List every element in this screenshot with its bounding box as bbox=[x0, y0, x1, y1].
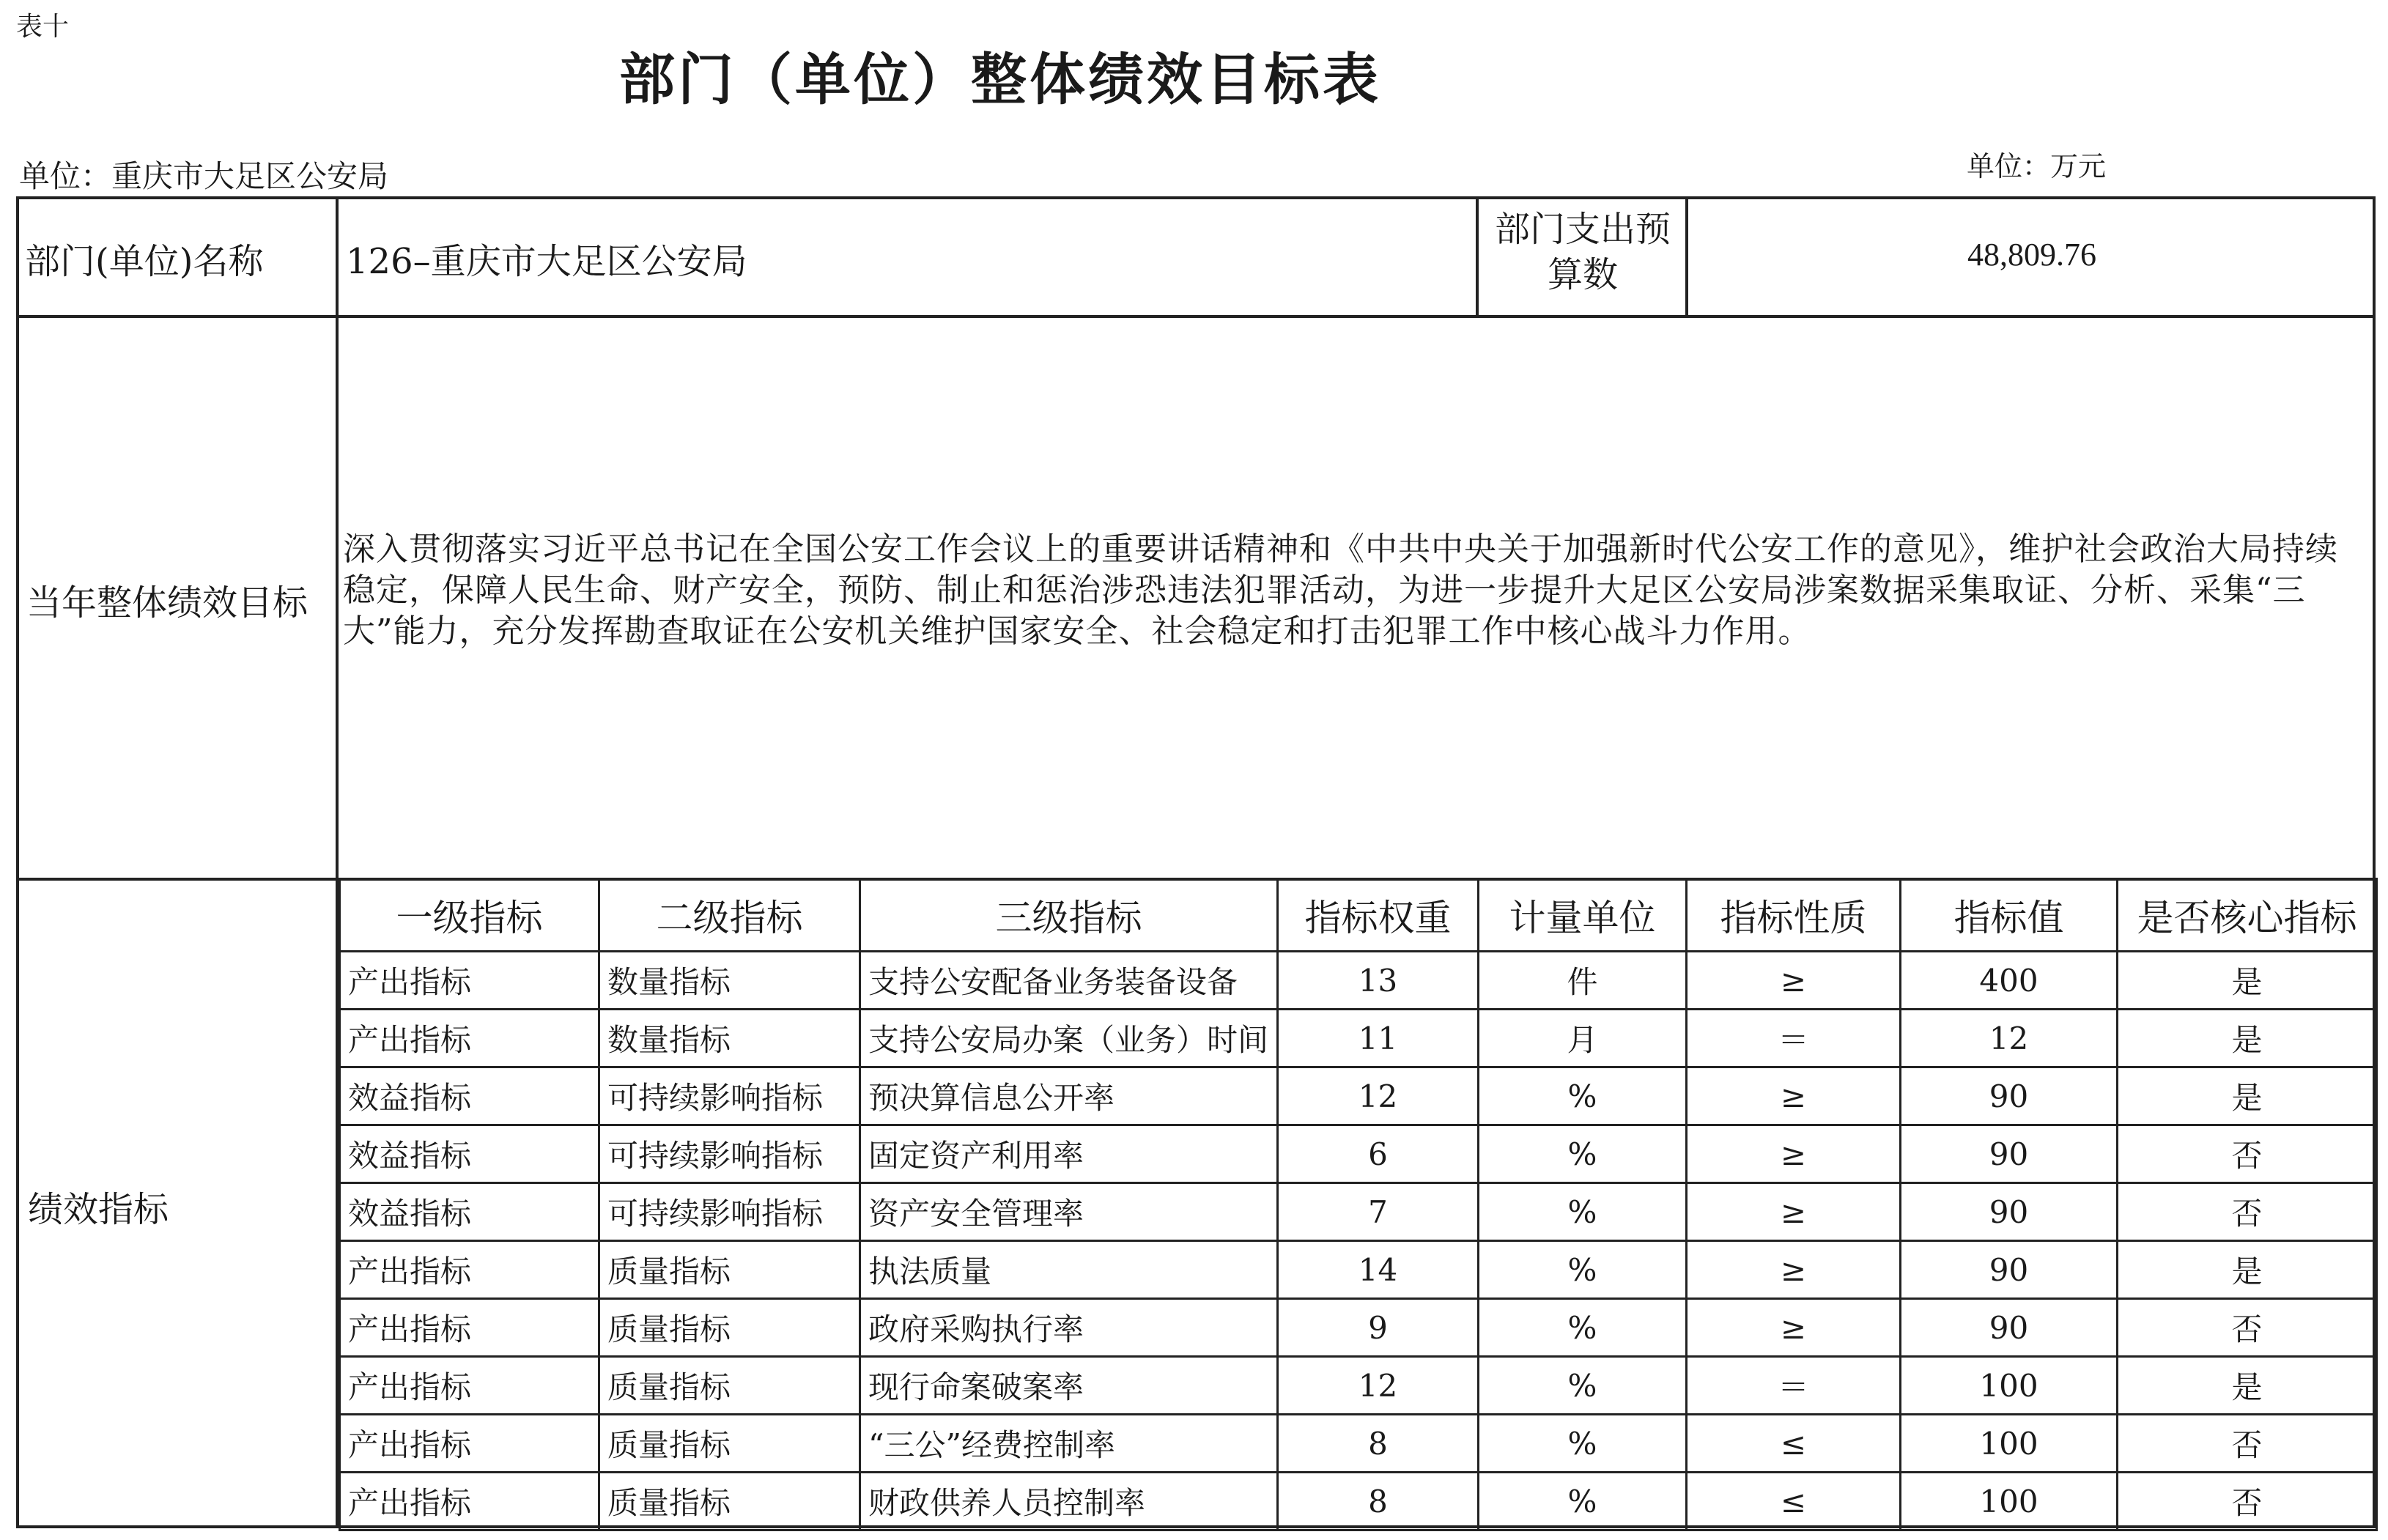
level1-cell: 产出指标 bbox=[340, 1415, 599, 1473]
nature-cell: ＝ bbox=[1687, 1357, 1901, 1415]
level3-cell: 预决算信息公开率 bbox=[860, 1067, 1278, 1125]
table-row bbox=[340, 1010, 2377, 1067]
value-cell: 100 bbox=[1901, 1357, 2118, 1415]
level2-cell: 可持续影响指标 bbox=[599, 1125, 860, 1183]
level2-cell: 数量指标 bbox=[599, 1010, 860, 1067]
header-level1: 一级指标 bbox=[340, 879, 599, 952]
unit-cell: % bbox=[1479, 1241, 1687, 1299]
unit-cell: % bbox=[1479, 1299, 1687, 1357]
level3-cell: 财政供养人员控制率 bbox=[860, 1473, 1278, 1530]
unit-cell: % bbox=[1479, 1357, 1687, 1415]
unit-cell: % bbox=[1479, 1415, 1687, 1473]
unit-cell: % bbox=[1479, 1473, 1687, 1530]
value-cell: 90 bbox=[1901, 1183, 2118, 1241]
indicator-table bbox=[339, 878, 2378, 1531]
organization-line: 单位：重庆市大足区公安局 bbox=[19, 158, 389, 194]
table-row bbox=[340, 1125, 2377, 1183]
weight-cell: 11 bbox=[1278, 1010, 1479, 1067]
level1-cell: 产出指标 bbox=[340, 1357, 599, 1415]
level3-cell: 政府采购执行率 bbox=[860, 1299, 1278, 1357]
level2-cell: 可持续影响指标 bbox=[599, 1183, 860, 1241]
page-title: 部门（单位）整体绩效目标表 bbox=[619, 47, 1381, 112]
indicator-header-row bbox=[340, 879, 2377, 952]
level3-cell: 支持公安局办案（业务）时间 bbox=[860, 1010, 1278, 1067]
weight-cell: 12 bbox=[1278, 1357, 1479, 1415]
header-level3: 三级指标 bbox=[860, 879, 1278, 952]
header-core: 是否核心指标 bbox=[2118, 879, 2377, 952]
weight-cell: 14 bbox=[1278, 1241, 1479, 1299]
core-cell: 是 bbox=[2118, 1067, 2377, 1125]
value-cell: 90 bbox=[1901, 1299, 2118, 1357]
table-row bbox=[340, 1183, 2377, 1241]
form-number: 表十 bbox=[16, 12, 70, 42]
nature-cell: ≥ bbox=[1687, 952, 1901, 1010]
core-cell: 是 bbox=[2118, 1357, 2377, 1415]
weight-cell: 12 bbox=[1278, 1067, 1479, 1125]
budget-value: 48,809.76 bbox=[1967, 237, 2096, 273]
level3-cell: 资产安全管理率 bbox=[860, 1183, 1278, 1241]
level2-cell: 质量指标 bbox=[599, 1357, 860, 1415]
nature-cell: ＝ bbox=[1687, 1010, 1901, 1067]
value-cell: 100 bbox=[1901, 1415, 2118, 1473]
core-cell: 否 bbox=[2118, 1415, 2377, 1473]
table-row bbox=[340, 1473, 2377, 1530]
level1-cell: 产出指标 bbox=[340, 952, 599, 1010]
weight-cell: 8 bbox=[1278, 1415, 1479, 1473]
column-divider bbox=[1476, 196, 1479, 315]
value-cell: 90 bbox=[1901, 1067, 2118, 1125]
table-row bbox=[340, 952, 2377, 1010]
unit-cell: % bbox=[1479, 1125, 1687, 1183]
core-cell: 否 bbox=[2118, 1183, 2377, 1241]
table-row bbox=[340, 1067, 2377, 1125]
level1-cell: 效益指标 bbox=[340, 1125, 599, 1183]
level3-cell: 现行命案破案率 bbox=[860, 1357, 1278, 1415]
value-cell: 12 bbox=[1901, 1010, 2118, 1067]
header-weight: 指标权重 bbox=[1278, 879, 1479, 952]
core-cell: 否 bbox=[2118, 1125, 2377, 1183]
level2-cell: 质量指标 bbox=[599, 1473, 860, 1530]
annual-goal-label: 当年整体绩效目标 bbox=[26, 582, 308, 623]
unit-cell: % bbox=[1479, 1183, 1687, 1241]
value-cell: 400 bbox=[1901, 952, 2118, 1010]
level3-cell: 固定资产利用率 bbox=[860, 1125, 1278, 1183]
table-row bbox=[340, 1357, 2377, 1415]
table-row bbox=[340, 1241, 2377, 1299]
weight-cell: 9 bbox=[1278, 1299, 1479, 1357]
core-cell: 是 bbox=[2118, 1241, 2377, 1299]
nature-cell: ≥ bbox=[1687, 1299, 1901, 1357]
level1-cell: 效益指标 bbox=[340, 1067, 599, 1125]
currency-unit: 单位：万元 bbox=[1967, 150, 2107, 182]
nature-cell: ≥ bbox=[1687, 1241, 1901, 1299]
dept-name-value: 126–重庆市大足区公安局 bbox=[346, 241, 747, 282]
header-nature: 指标性质 bbox=[1687, 879, 1901, 952]
level2-cell: 可持续影响指标 bbox=[599, 1067, 860, 1125]
level2-cell: 质量指标 bbox=[599, 1241, 860, 1299]
nature-cell: ≤ bbox=[1687, 1473, 1901, 1530]
nature-cell: ≥ bbox=[1687, 1067, 1901, 1125]
nature-cell: ≤ bbox=[1687, 1415, 1901, 1473]
weight-cell: 8 bbox=[1278, 1473, 1479, 1530]
dept-name-label: 部门(单位)名称 bbox=[25, 241, 264, 282]
budget-label: 部门支出预算数 bbox=[1494, 209, 1671, 295]
table-row bbox=[340, 1415, 2377, 1473]
value-cell: 90 bbox=[1901, 1125, 2118, 1183]
level1-cell: 效益指标 bbox=[340, 1183, 599, 1241]
core-cell: 是 bbox=[2118, 1010, 2377, 1067]
weight-cell: 6 bbox=[1278, 1125, 1479, 1183]
annual-goal-text: 深入贯彻落实习近平总书记在全国公安工作会议上的重要讲话精神和《中共中央关于加强新时代公安工作的意见》，维护社会政治大局持续稳定，保障人民生命、财产安全，预防、制止和惩治涉恐违法犯罪活动，为进一步提升大足区公安局涉案数据采集取证、分析、采集“三大”能力，充分发挥勘查取证在公安机关维护国家安全、社会稳定和打击犯罪工作中核心战斗力作用。 bbox=[343, 530, 2338, 650]
level2-cell: 数量指标 bbox=[599, 952, 860, 1010]
indicators-label: 绩效指标 bbox=[28, 1189, 169, 1230]
unit-cell: 月 bbox=[1479, 1010, 1687, 1067]
level3-cell: 支持公安配备业务装备设备 bbox=[860, 952, 1278, 1010]
row-divider bbox=[16, 315, 2376, 318]
level1-cell: 产出指标 bbox=[340, 1473, 599, 1530]
core-cell: 否 bbox=[2118, 1299, 2377, 1357]
level2-cell: 质量指标 bbox=[599, 1299, 860, 1357]
weight-cell: 13 bbox=[1278, 952, 1479, 1010]
level1-cell: 产出指标 bbox=[340, 1299, 599, 1357]
level3-cell: 执法质量 bbox=[860, 1241, 1278, 1299]
nature-cell: ≥ bbox=[1687, 1125, 1901, 1183]
level2-cell: 质量指标 bbox=[599, 1415, 860, 1473]
nature-cell: ≥ bbox=[1687, 1183, 1901, 1241]
unit-cell: 件 bbox=[1479, 952, 1687, 1010]
header-level2: 二级指标 bbox=[599, 879, 860, 952]
value-cell: 90 bbox=[1901, 1241, 2118, 1299]
core-cell: 是 bbox=[2118, 952, 2377, 1010]
unit-cell: % bbox=[1479, 1067, 1687, 1125]
table-row bbox=[340, 1299, 2377, 1357]
header-unit: 计量单位 bbox=[1479, 879, 1687, 952]
level1-cell: 产出指标 bbox=[340, 1010, 599, 1067]
header-value: 指标值 bbox=[1901, 879, 2118, 952]
level1-cell: 产出指标 bbox=[340, 1241, 599, 1299]
value-cell: 100 bbox=[1901, 1473, 2118, 1530]
weight-cell: 7 bbox=[1278, 1183, 1479, 1241]
level3-cell: “三公”经费控制率 bbox=[860, 1415, 1278, 1473]
core-cell: 否 bbox=[2118, 1473, 2377, 1530]
